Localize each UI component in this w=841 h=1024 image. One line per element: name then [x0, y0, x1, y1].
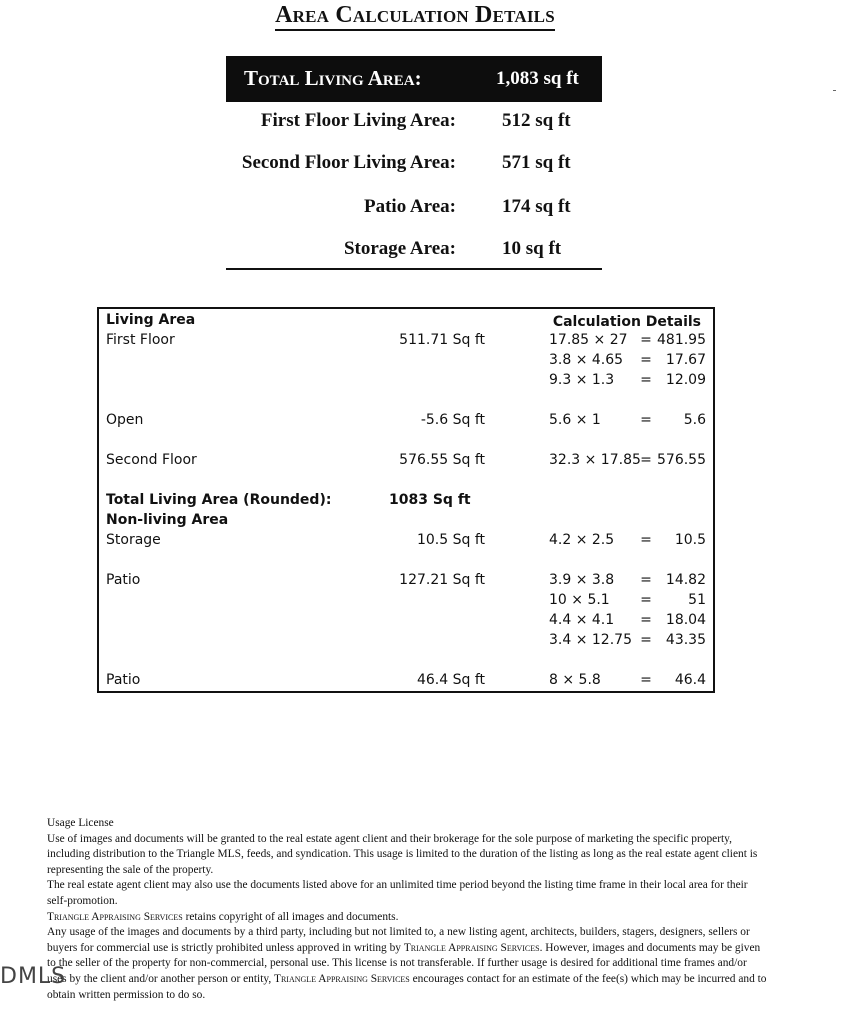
license-text: retains copyright of all images and documents. — [182, 910, 399, 923]
calc-equals: = — [640, 452, 652, 468]
calc-result: 5.6 — [683, 412, 706, 428]
calc-equals: = — [640, 332, 652, 348]
scan-speck — [833, 90, 836, 91]
summary-row-label: Second Floor Living Area: — [241, 152, 456, 173]
calc-equals: = — [640, 412, 652, 428]
license-paragraph: The real estate agent client may also use the documents listed above for an unlimited time period beyond the listing time frame in their local area for their self-promotion. — [47, 879, 748, 907]
total-living-area-label: Total Living Area: — [244, 66, 422, 90]
calculation-details-header: Calculation Details — [552, 314, 701, 330]
summary-row-first-floor — [226, 110, 602, 140]
license-paragraph — [47, 910, 767, 926]
calc-expr: 3.9 × 3.8 — [549, 572, 615, 588]
summary-row-value: 174 sq ft — [502, 196, 571, 217]
calc-result: 46.4 — [674, 672, 706, 688]
summary-row-value: 512 sq ft — [502, 110, 571, 131]
row-area-first-floor: 511.71 Sq ft — [399, 332, 485, 348]
license-text: . However, images and documents may be given to the seller of the property for non-commercial, personal use. This license is not transferable. If further usage is desired for additional time frames and/or uses by the client and/or another person or entity, — [47, 941, 761, 985]
summary-row-value: 10 sq ft — [502, 238, 562, 259]
calc-equals: = — [640, 672, 652, 688]
calc-result: 18.04 — [665, 612, 706, 628]
calc-equals: = — [640, 632, 652, 648]
row-area-open: -5.6 Sq ft — [420, 412, 485, 428]
row-name-storage: Storage — [106, 532, 161, 548]
summary-divider — [226, 268, 602, 270]
calc-expr: 10 × 5.1 — [549, 592, 610, 608]
calc-result: 576.55 — [657, 452, 706, 468]
summary-row-patio — [226, 196, 602, 226]
calculation-details-table — [97, 307, 715, 693]
company-name: Triangle Appraising Services — [47, 910, 183, 923]
summary-row-value: 571 sq ft — [502, 152, 571, 173]
usage-license-heading: Usage License — [47, 817, 114, 829]
license-text: encourages contact for an estimate of the fee(s) which may be incurred and to obtain written permission to do so. — [47, 972, 767, 1001]
row-area-patio: 127.21 Sq ft — [399, 572, 485, 588]
calc-result: 17.67 — [665, 352, 706, 368]
calc-expr: 5.6 × 1 — [549, 412, 601, 428]
license-paragraph: Use of images and documents will be granted to the real estate agent client and their brokerage for the sole purpose of marketing the specific property, including distribution to the Triangle MLS, feeds, and syndication. This usage is limited to the duration of the listing as long as the real estate agent client is representing the sale of the property. — [47, 832, 758, 876]
row-area-second-floor: 576.55 Sq ft — [399, 452, 485, 468]
calc-equals: = — [640, 572, 652, 588]
license-text: Any usage of the images and documents by a third party, including but not limited to, a new listing agent, architects, builders, stagers, designers, sellers or buyers for commercial use is strictly prohibited unless approved in writing by — [47, 926, 750, 954]
calc-equals: = — [640, 372, 652, 388]
summary-row-label: Patio Area: — [364, 196, 456, 217]
calc-result: 43.35 — [665, 632, 706, 648]
calc-expr: 3.4 × 12.75 — [549, 632, 632, 648]
summary-row-label: Storage Area: — [343, 238, 456, 259]
total-living-area-value: 1,083 sq ft — [496, 68, 579, 89]
calc-expr: 8 × 5.8 — [549, 672, 601, 688]
calc-result: 10.5 — [674, 532, 706, 548]
row-name-open: Open — [106, 412, 144, 428]
non-living-area-header: Non-living Area — [106, 512, 229, 528]
row-area-storage: 10.5 Sq ft — [416, 532, 485, 548]
living-area-header: Living Area — [106, 312, 196, 328]
company-name: Triangle Appraising Services — [403, 941, 540, 954]
calc-equals: = — [640, 612, 652, 628]
page-title: Area Calculation Details — [0, 2, 830, 29]
row-area-patio: 46.4 Sq ft — [416, 672, 485, 688]
row-name-patio: Patio — [106, 572, 141, 588]
calc-equals: = — [640, 532, 652, 548]
calc-expr: 4.2 × 2.5 — [549, 532, 615, 548]
mls-watermark: DMLS — [0, 964, 67, 989]
calc-result: 51 — [688, 592, 706, 608]
calc-expr: 9.3 × 1.3 — [549, 372, 615, 388]
summary-row-second-floor — [226, 152, 602, 182]
calc-expr: 4.4 × 4.1 — [549, 612, 615, 628]
license-paragraph — [47, 925, 767, 1003]
summary-row-label: First Floor Living Area: — [260, 110, 456, 131]
usage-license — [47, 816, 767, 1003]
total-living-area-rounded-value: 1083 Sq ft — [389, 492, 471, 508]
calc-expr: 17.85 × 27 — [549, 332, 628, 348]
calc-equals: = — [640, 352, 652, 368]
calc-equals: = — [640, 592, 652, 608]
calc-result: 12.09 — [665, 372, 706, 388]
calc-result: 481.95 — [657, 332, 706, 348]
company-name: Triangle Appraising Services — [274, 972, 410, 985]
calc-expr: 3.8 × 4.65 — [549, 352, 624, 368]
summary-row-storage — [226, 238, 602, 268]
row-name-patio: Patio — [106, 672, 141, 688]
calc-result: 14.82 — [665, 572, 706, 588]
row-name-first-floor: First Floor — [106, 332, 175, 348]
calc-expr: 32.3 × 17.85 — [549, 452, 641, 468]
row-name-second-floor: Second Floor — [106, 452, 197, 468]
total-living-area-rounded-label: Total Living Area (Rounded): — [106, 492, 332, 508]
total-living-area-banner — [226, 56, 602, 102]
